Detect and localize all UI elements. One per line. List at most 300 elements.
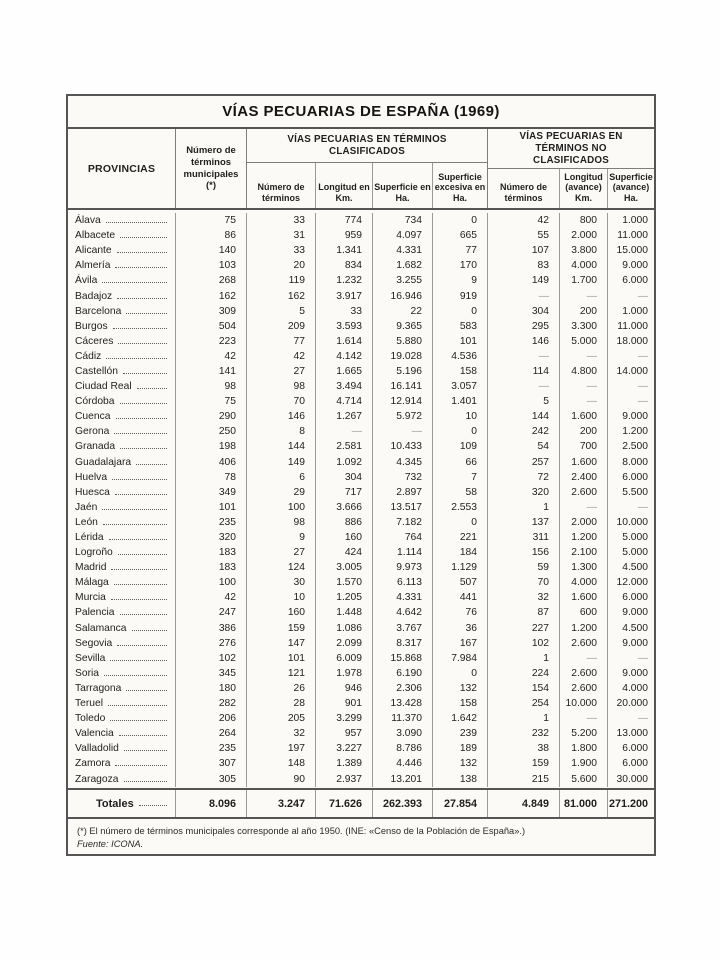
province-name: Murcia xyxy=(75,592,106,604)
cell-value: 2.400 xyxy=(560,470,608,485)
province-name: Guadalajara xyxy=(75,456,132,468)
cell-value: 146 xyxy=(488,334,560,349)
subheader-longitud-km: Longitud en Km. xyxy=(316,163,373,208)
cell-value: 1 xyxy=(488,651,560,666)
cell-value: 3.090 xyxy=(373,726,433,741)
cell-value: 3.917 xyxy=(316,288,373,303)
cell-value: 132 xyxy=(433,756,488,771)
cell-value: 162 xyxy=(247,288,316,303)
totals-label-cell xyxy=(68,790,176,817)
cell-value: 3.300 xyxy=(560,319,608,334)
cell-value: 86 xyxy=(176,228,247,243)
cell-value: 665 xyxy=(433,228,488,243)
table-row xyxy=(68,424,654,439)
province-cell xyxy=(68,696,176,711)
cell-value: 200 xyxy=(560,304,608,319)
province-name: Albacete xyxy=(75,230,116,242)
table-row xyxy=(68,394,654,409)
cell-value: 1 xyxy=(488,711,560,726)
cell-value: 2.600 xyxy=(560,485,608,500)
cell-value: 1.341 xyxy=(316,243,373,258)
dotted-leader xyxy=(137,384,167,389)
table-row xyxy=(68,273,654,288)
cell-value: 959 xyxy=(316,228,373,243)
cell-value: 10.000 xyxy=(616,516,648,528)
cell-value: — xyxy=(488,288,560,303)
cell-value: 424 xyxy=(316,545,373,560)
table-row xyxy=(68,228,654,243)
cell-value: 42 xyxy=(176,590,247,605)
cell-value: 32 xyxy=(488,590,560,605)
province-name: Valencia xyxy=(75,728,114,740)
province-name: Huesca xyxy=(75,486,110,498)
province-cell xyxy=(68,726,176,741)
province-cell xyxy=(68,666,176,681)
cell-value: 6.000 xyxy=(622,471,648,483)
province-cell xyxy=(68,500,176,515)
cell-value: 2.600 xyxy=(560,681,608,696)
subheader-superficie-excesiva: Superficie excesiva en Ha. xyxy=(434,171,486,203)
cell-value: 1 xyxy=(488,500,560,515)
cell-value: 1.700 xyxy=(560,273,608,288)
cell-value: — xyxy=(560,651,608,666)
subheader-row-no-clasificados xyxy=(488,169,654,208)
cell-value: 10 xyxy=(247,590,316,605)
table-header xyxy=(68,129,654,210)
cell-value: 901 xyxy=(316,696,373,711)
table-row xyxy=(68,304,654,319)
cell-value: 7.984 xyxy=(433,651,488,666)
cell-value: 144 xyxy=(488,409,560,424)
cell-value: 600 xyxy=(560,605,608,620)
cell-value: 29 xyxy=(247,485,316,500)
cell-value: 55 xyxy=(488,228,560,243)
province-name: Valladolid xyxy=(75,743,119,755)
cell-value: 1.448 xyxy=(316,605,373,620)
cell-value: 183 xyxy=(176,545,247,560)
cell-value: 1.665 xyxy=(316,364,373,379)
cell-value: 9.000 xyxy=(622,411,648,423)
cell-value: 3.494 xyxy=(316,379,373,394)
cell-value: 77 xyxy=(433,243,488,258)
subheader-longitud-avance: Longitud (avance) Km. xyxy=(560,169,608,208)
cell-value: 224 xyxy=(488,666,560,681)
table-row xyxy=(68,258,654,273)
cell-value: 732 xyxy=(373,470,433,485)
cell-value: 2.099 xyxy=(316,636,373,651)
province-name: Gerona xyxy=(75,426,110,438)
cell-value: 1.682 xyxy=(373,258,433,273)
province-name: Salamanca xyxy=(75,622,127,634)
cell-value: 276 xyxy=(176,636,247,651)
province-name: Almería xyxy=(75,260,111,272)
total-longitud-km: 71.626 xyxy=(316,790,373,817)
cell-value: 31 xyxy=(247,228,316,243)
cell-value: 5.972 xyxy=(373,409,433,424)
province-name: León xyxy=(75,516,98,528)
total-municipal-terms: 8.096 xyxy=(176,790,247,817)
dotted-leader xyxy=(116,414,168,419)
cell-value: 5.000 xyxy=(560,334,608,349)
dotted-leader xyxy=(104,671,167,676)
cell-value: 0 xyxy=(433,424,488,439)
dotted-leader xyxy=(109,535,167,540)
province-cell xyxy=(68,439,176,454)
cell-value: 180 xyxy=(176,681,247,696)
cell-value: 72 xyxy=(488,470,560,485)
cell-value: 264 xyxy=(176,726,247,741)
cell-value: — xyxy=(560,288,608,303)
cell-value: 1.000 xyxy=(622,215,648,227)
province-cell xyxy=(68,364,176,379)
cell-value: 6.009 xyxy=(316,651,373,666)
cell-value: 4.000 xyxy=(560,575,608,590)
cell-value: 8.317 xyxy=(373,636,433,651)
cell-value: — xyxy=(560,379,608,394)
dotted-leader xyxy=(132,626,167,631)
cell-value: 717 xyxy=(316,485,373,500)
cell-value: 75 xyxy=(176,394,247,409)
dotted-leader xyxy=(115,761,167,766)
cell-value: 307 xyxy=(176,756,247,771)
cell-value: 77 xyxy=(247,334,316,349)
cell-value: 1.205 xyxy=(316,590,373,605)
cell-value: 700 xyxy=(560,439,608,454)
cell-value: 221 xyxy=(433,530,488,545)
dotted-leader xyxy=(118,339,167,344)
cell-value: 6.000 xyxy=(622,743,648,755)
dotted-leader xyxy=(120,444,167,449)
province-name: Alicante xyxy=(75,245,112,257)
cell-value: 54 xyxy=(488,439,560,454)
cell-value: 160 xyxy=(316,530,373,545)
cell-value: 304 xyxy=(488,304,560,319)
cell-value: 1.086 xyxy=(316,621,373,636)
cell-value: 2.897 xyxy=(373,485,433,500)
province-name: Segovia xyxy=(75,637,113,649)
cell-value: 4.142 xyxy=(316,349,373,364)
cell-value: 1.129 xyxy=(433,560,488,575)
cell-value: 3.593 xyxy=(316,319,373,334)
cell-value: 2.100 xyxy=(560,545,608,560)
cell-value: 98 xyxy=(247,379,316,394)
dotted-leader xyxy=(124,777,167,782)
cell-value: 4.500 xyxy=(622,622,648,634)
cell-value: 282 xyxy=(176,696,247,711)
province-name: Badajoz xyxy=(75,290,113,302)
cell-value: 1.600 xyxy=(560,590,608,605)
cell-value: 1.200 xyxy=(622,426,648,438)
subheader-numero-terminos: Número de términos xyxy=(247,163,316,208)
cell-value: 583 xyxy=(433,319,488,334)
cell-value: — xyxy=(488,349,560,364)
table-row xyxy=(68,349,654,364)
cell-value: 349 xyxy=(176,485,247,500)
cell-value: 149 xyxy=(488,273,560,288)
cell-value: 2.000 xyxy=(560,228,608,243)
table-row xyxy=(68,621,654,636)
header-municipal-terms: Número de términos municipales (*) xyxy=(176,129,247,208)
cell-value: 305 xyxy=(176,771,247,786)
cell-value: 504 xyxy=(176,319,247,334)
province-cell xyxy=(68,319,176,334)
cell-value: 205 xyxy=(247,711,316,726)
cell-value: 9.365 xyxy=(373,319,433,334)
cell-value: 162 xyxy=(176,288,247,303)
cell-value: 32 xyxy=(247,726,316,741)
province-cell xyxy=(68,485,176,500)
cell-value: 15.868 xyxy=(373,651,433,666)
province-name: Granada xyxy=(75,441,116,453)
header-group-no-clasificados xyxy=(488,129,654,208)
cell-value: 75 xyxy=(176,213,247,228)
table-row xyxy=(68,681,654,696)
province-cell xyxy=(68,409,176,424)
cell-value: 242 xyxy=(488,424,560,439)
cell-value: 138 xyxy=(433,771,488,786)
table-row xyxy=(68,470,654,485)
cell-value: 183 xyxy=(176,560,247,575)
cell-value: — xyxy=(637,350,648,362)
cell-value: 2.581 xyxy=(316,439,373,454)
total-longitud-avance: 81.000 xyxy=(560,790,608,817)
cell-value: 507 xyxy=(433,575,488,590)
province-cell xyxy=(68,334,176,349)
cell-value: 8.786 xyxy=(373,741,433,756)
cell-value: 5.880 xyxy=(373,334,433,349)
cell-value: 13.517 xyxy=(373,500,433,515)
cell-value: 6.000 xyxy=(622,275,648,287)
cell-value: — xyxy=(560,711,608,726)
cell-value: 1.000 xyxy=(622,305,648,317)
cell-value: 15.000 xyxy=(616,245,648,257)
cell-value: 103 xyxy=(176,258,247,273)
table-row xyxy=(68,756,654,771)
cell-value: 146 xyxy=(247,409,316,424)
cell-value: 101 xyxy=(176,500,247,515)
cell-value: 3.666 xyxy=(316,500,373,515)
dotted-leader xyxy=(139,801,167,806)
table-row xyxy=(68,213,654,228)
province-name: Álava xyxy=(75,215,101,227)
cell-value: 2.000 xyxy=(560,515,608,530)
dotted-leader xyxy=(120,610,168,615)
province-name: Burgos xyxy=(75,320,108,332)
cell-value: 4.446 xyxy=(373,756,433,771)
province-name: Soria xyxy=(75,667,100,679)
cell-value: 27 xyxy=(247,364,316,379)
cell-value: 2.306 xyxy=(373,681,433,696)
province-cell xyxy=(68,243,176,258)
province-cell xyxy=(68,560,176,575)
cell-value: 3.255 xyxy=(373,273,433,288)
cell-value: 2.500 xyxy=(622,441,648,453)
cell-value: — xyxy=(373,424,433,439)
province-cell xyxy=(68,379,176,394)
cell-value: 957 xyxy=(316,726,373,741)
cell-value: 1.800 xyxy=(560,741,608,756)
province-name: Cuenca xyxy=(75,411,111,423)
cell-value: 4.536 xyxy=(433,349,488,364)
table-row xyxy=(68,741,654,756)
cell-value: 107 xyxy=(488,243,560,258)
cell-value: 197 xyxy=(247,741,316,756)
table-row xyxy=(68,605,654,620)
total-numero-terminos-nc: 4.849 xyxy=(488,790,560,817)
province-cell xyxy=(68,470,176,485)
province-name: Zaragoza xyxy=(75,773,119,785)
cell-value: 9.973 xyxy=(373,560,433,575)
cell-value: 98 xyxy=(247,515,316,530)
cell-value: — xyxy=(316,424,373,439)
cell-value: 1.600 xyxy=(560,409,608,424)
dotted-leader xyxy=(115,490,167,495)
cell-value: 4.714 xyxy=(316,394,373,409)
cell-value: 5 xyxy=(247,304,316,319)
total-superficie-excesiva: 27.854 xyxy=(433,790,488,817)
cell-value: 3.005 xyxy=(316,560,373,575)
province-name: Sevilla xyxy=(75,652,106,664)
province-cell xyxy=(68,741,176,756)
province-cell xyxy=(68,590,176,605)
cell-value: — xyxy=(637,396,648,408)
cell-value: 0 xyxy=(433,515,488,530)
cell-value: 10.000 xyxy=(560,696,608,711)
cell-value: 4.345 xyxy=(373,455,433,470)
cell-value: 66 xyxy=(433,455,488,470)
cell-value: 58 xyxy=(433,485,488,500)
dotted-leader xyxy=(110,716,167,721)
cell-value: 100 xyxy=(247,500,316,515)
cell-value: 1.200 xyxy=(560,530,608,545)
province-cell xyxy=(68,545,176,560)
cell-value: 28 xyxy=(247,696,316,711)
cell-value: 4.000 xyxy=(560,258,608,273)
cell-value: 2.553 xyxy=(433,500,488,515)
cell-value: 345 xyxy=(176,666,247,681)
footnote-line2: Fuente: ICONA. xyxy=(77,838,144,849)
cell-value: 2.600 xyxy=(560,636,608,651)
cell-value: 147 xyxy=(247,636,316,651)
cell-value: 800 xyxy=(560,213,608,228)
dotted-leader xyxy=(126,686,167,691)
cell-value: 6 xyxy=(247,470,316,485)
dotted-leader xyxy=(106,354,167,359)
cell-value: 159 xyxy=(488,756,560,771)
cell-value: 30.000 xyxy=(616,773,648,785)
table-row xyxy=(68,243,654,258)
cell-value: 0 xyxy=(433,666,488,681)
cell-value: 1.232 xyxy=(316,273,373,288)
table-row xyxy=(68,666,654,681)
province-name: Barcelona xyxy=(75,305,122,317)
cell-value: 5.200 xyxy=(560,726,608,741)
table-row xyxy=(68,379,654,394)
cell-value: 12.000 xyxy=(616,577,648,589)
province-cell xyxy=(68,621,176,636)
cell-value: 27 xyxy=(247,545,316,560)
province-cell xyxy=(68,424,176,439)
cell-value: 235 xyxy=(176,741,247,756)
cell-value: 386 xyxy=(176,621,247,636)
province-cell xyxy=(68,288,176,303)
cell-value: 76 xyxy=(433,605,488,620)
cell-value: 3.299 xyxy=(316,711,373,726)
cell-value: 1.978 xyxy=(316,666,373,681)
cell-value: 102 xyxy=(176,651,247,666)
cell-value: 834 xyxy=(316,258,373,273)
cell-value: 206 xyxy=(176,711,247,726)
table-row xyxy=(68,455,654,470)
cell-value: 295 xyxy=(488,319,560,334)
cell-value: 16.946 xyxy=(373,288,433,303)
table-title: VÍAS PECUARIAS DE ESPAÑA (1969) xyxy=(68,96,654,129)
table-row xyxy=(68,711,654,726)
cell-value: 1.401 xyxy=(433,394,488,409)
dotted-leader xyxy=(111,565,167,570)
cell-value: 3.227 xyxy=(316,741,373,756)
cell-value: 13.000 xyxy=(616,728,648,740)
cell-value: — xyxy=(560,500,608,515)
cell-value: 1.389 xyxy=(316,756,373,771)
cell-value: — xyxy=(637,652,648,664)
province-cell xyxy=(68,711,176,726)
cell-value: 132 xyxy=(433,681,488,696)
table-row xyxy=(68,771,654,786)
cell-value: 114 xyxy=(488,364,560,379)
province-name: Huelva xyxy=(75,471,108,483)
dotted-leader xyxy=(111,595,167,600)
cell-value: 3.057 xyxy=(433,379,488,394)
footnote-line1: (*) El número de términos municipales corresponde al año 1950. (INE: «Censo de la Población de España».) xyxy=(77,826,526,836)
cell-value: 19.028 xyxy=(373,349,433,364)
province-name: Córdoba xyxy=(75,396,115,408)
cell-value: 160 xyxy=(247,605,316,620)
dotted-leader xyxy=(106,218,167,223)
cell-value: 1.092 xyxy=(316,455,373,470)
cell-value: 18.000 xyxy=(616,335,648,347)
table-body xyxy=(68,210,654,788)
dotted-leader xyxy=(112,475,167,480)
cell-value: 42 xyxy=(176,349,247,364)
cell-value: 9.000 xyxy=(622,607,648,619)
cell-value: — xyxy=(560,394,608,409)
cell-value: 184 xyxy=(433,545,488,560)
cell-value: 13.428 xyxy=(373,696,433,711)
cell-value: 10.433 xyxy=(373,439,433,454)
dotted-leader xyxy=(102,278,167,283)
cell-value: 232 xyxy=(488,726,560,741)
cell-value: 5.000 xyxy=(622,532,648,544)
province-name: Ciudad Real xyxy=(75,381,132,393)
group-title-clasificados: VÍAS PECUARIAS EN TÉRMINOS CLASIFICADOS xyxy=(247,129,487,163)
cell-value: 1.300 xyxy=(560,560,608,575)
cell-value: 121 xyxy=(247,666,316,681)
cell-value: 100 xyxy=(176,575,247,590)
cell-value: 254 xyxy=(488,696,560,711)
cell-value: 10 xyxy=(433,409,488,424)
cell-value: 1.600 xyxy=(560,455,608,470)
table-row xyxy=(68,696,654,711)
table-row xyxy=(68,485,654,500)
cell-value: 59 xyxy=(488,560,560,575)
cell-value: 1.614 xyxy=(316,334,373,349)
cell-value: 70 xyxy=(247,394,316,409)
cell-value: 20 xyxy=(247,258,316,273)
cell-value: 227 xyxy=(488,621,560,636)
cell-value: 159 xyxy=(247,621,316,636)
cell-value: 16.141 xyxy=(373,379,433,394)
